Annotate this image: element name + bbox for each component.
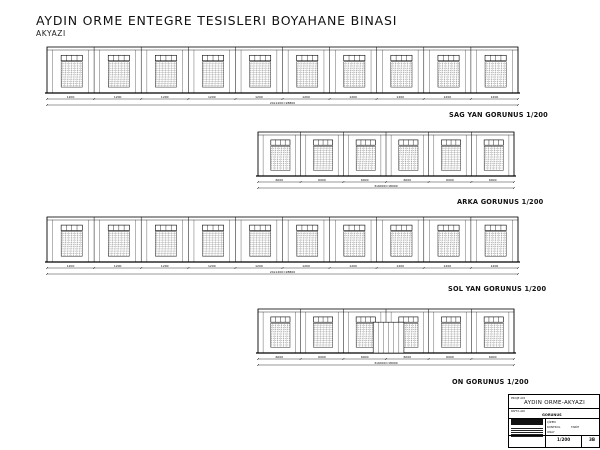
hatched-wall-panel [155, 232, 176, 257]
dim-bay-text: 1200 [66, 95, 75, 99]
hatched-wall-panel [108, 62, 129, 87]
dim-bay-text: 1200 [490, 264, 499, 268]
hatched-wall-panel [61, 232, 82, 257]
dim-bay-text: 6000 [360, 178, 369, 182]
hatched-wall-panel [438, 232, 459, 257]
dim-bay-text: 6000 [318, 178, 326, 182]
dim-bay-text: 6000 [360, 355, 369, 359]
hatched-wall-panel [155, 62, 176, 87]
dim-bay-text: 1200 [113, 264, 122, 268]
tb-row-4: TARİH [571, 425, 580, 429]
title-block-project: AYDIN ORME-AKYAZI [524, 400, 586, 406]
hatched-wall-panel [202, 62, 223, 87]
dim-bay-text: 6000 [318, 355, 326, 359]
dim-bay-text: 1200 [443, 95, 452, 99]
dim-bay-text: 1200 [443, 264, 452, 268]
facade-drawing [256, 132, 516, 189]
dim-bay-text: 1200 [302, 95, 310, 99]
hatched-wall-panel [344, 232, 365, 257]
hatched-wall-panel [391, 232, 412, 257]
dim-bay-text: 1200 [66, 264, 75, 268]
hatched-wall-panel [202, 232, 223, 257]
dim-bay-text: 1200 [396, 95, 405, 99]
dim-bay-text: 1200 [255, 95, 263, 99]
dim-bay-text: 1200 [160, 95, 169, 99]
dim-bay-text: 6000 [488, 178, 497, 182]
facade-drawing [256, 309, 516, 366]
dim-bay-text: 1200 [113, 95, 122, 99]
hatched-wall-panel [391, 62, 412, 87]
dim-bay-text: 6000 [403, 355, 412, 359]
tb-row-1: ÇİZEN [547, 420, 556, 424]
hatched-wall-panel [344, 62, 365, 87]
dim-bay-text: 1200 [255, 264, 263, 268]
dim-bay-text: 6000 [403, 178, 412, 182]
hatched-wall-panel [108, 232, 129, 257]
dim-bay-text: 1200 [208, 264, 216, 268]
dim-bay-text: 6000 [275, 178, 284, 182]
hatched-wall-panel [297, 232, 318, 257]
title-block-page: 3B [589, 437, 596, 442]
drawing-subtitle: AKYAZI [36, 29, 66, 38]
dim-bay-text: 1200 [396, 264, 405, 268]
dim-bay-text: 1200 [490, 95, 499, 99]
hatched-wall-panel [61, 62, 82, 87]
elevation-label-on: ON GORUNUS 1/200 [452, 378, 529, 386]
drawing-title: AYDIN ORME ENTEGRE TESISLERI BOYAHANE BINASI [36, 13, 398, 28]
hatched-wall-panel [438, 62, 459, 87]
dim-bay-text: 6000 [488, 355, 497, 359]
title-block-scale: 1/200 [557, 437, 571, 442]
elevation-label-arka: ARKA GORUNUS 1/200 [457, 198, 544, 206]
dim-bay-text: 1200 [160, 264, 169, 268]
dim-bay-text: 6000 [446, 355, 454, 359]
dim-bay-text: 6000 [275, 355, 284, 359]
elevation-arka [250, 128, 520, 198]
elevation-sag-yan [30, 42, 520, 112]
dim-total-text: 3x6000=18000 [374, 184, 398, 188]
title-block-header-small: PROJE ADI [511, 396, 526, 400]
facade-drawing [45, 217, 520, 275]
hatched-wall-panel [250, 232, 271, 257]
company-logo [511, 419, 543, 425]
dim-bay-text: 1200 [349, 264, 357, 268]
dim-total-text: 3x6000=18000 [374, 361, 398, 365]
dim-total-text: 24x1200=28800 [269, 270, 296, 274]
elevation-on [250, 305, 520, 375]
elevation-label-sol-yan: SOL YAN GORUNUS 1/200 [448, 285, 547, 293]
dim-total-text: 24x1200=28800 [269, 101, 296, 105]
hatched-wall-panel [250, 62, 271, 87]
elevation-label-sag-yan: SAG YAN GORUNUS 1/200 [449, 111, 548, 119]
elevation-sol-yan [30, 215, 520, 285]
dim-bay-text: 6000 [446, 178, 454, 182]
facade-drawing [45, 47, 520, 106]
hatched-wall-panel [297, 62, 318, 87]
dim-bay-text: 1200 [208, 95, 216, 99]
tb-row-2: KONTROL [547, 425, 561, 429]
dim-bay-text: 1200 [302, 264, 310, 268]
hatched-wall-panel [485, 62, 506, 87]
title-block [508, 394, 600, 448]
title-block-sheet-small: PAFTA ADI [511, 409, 526, 413]
hatched-wall-panel [485, 232, 506, 257]
tb-row-3: ONAY [547, 430, 555, 434]
title-block-sheet: GORUNUS [542, 413, 562, 417]
dim-bay-text: 1200 [349, 95, 357, 99]
